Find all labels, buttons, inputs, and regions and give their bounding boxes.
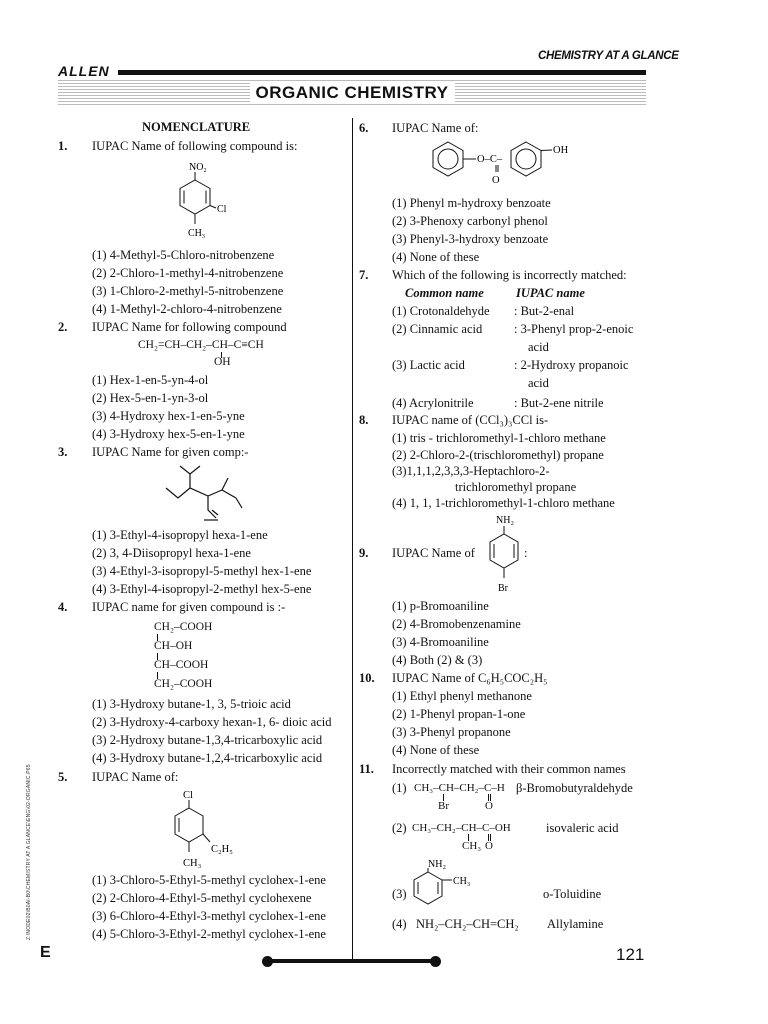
q2-formula: CH₂=CH–CH₂–CH–C≡CH [138, 339, 264, 351]
q6-text: IUPAC Name of: [392, 121, 479, 135]
q1-label-cl: Cl [217, 204, 227, 215]
q11-number: 11. [359, 762, 374, 776]
q3-option[interactable]: (3) 4-Ethyl-3-isopropyl-5-methyl hex-1-ene [92, 564, 312, 578]
q5-option[interactable]: (4) 5-Chloro-3-Ethyl-2-methyl cyclohex-1-ene [92, 927, 326, 941]
q11-option2-ch3: CH₃ [462, 840, 482, 852]
q2-number: 2. [58, 320, 68, 334]
brand-logo: ALLEN [58, 63, 110, 79]
q7-option-iupac: : But-2-ene nitrile [514, 396, 604, 410]
q9-label-br: Br [498, 583, 508, 594]
q2-option[interactable]: (1) Hex-1-en-5-yn-4-ol [92, 373, 209, 387]
q8-option-cont: trichloromethyl propane [455, 480, 577, 494]
q8-option[interactable]: (4) 1, 1, 1-trichloromethyl-1-chloro methane [392, 496, 615, 510]
q7-number: 7. [359, 268, 369, 282]
q7-option[interactable]: (1) Crotonaldehyde [392, 304, 490, 318]
q4-option[interactable]: (2) 3-Hydroxy-4-carboxy hexan-1, 6- dioic acid [92, 715, 332, 729]
q3-option[interactable]: (4) 3-Ethyl-4-isopropyl-2-methyl hex-5-ene [92, 582, 312, 596]
q5-text: IUPAC Name of: [92, 770, 179, 784]
q3-number: 3. [58, 445, 68, 459]
q5-option[interactable]: (3) 6-Chloro-4-Ethyl-3-methyl cyclohex-1-ene [92, 909, 326, 923]
page-number: 121 [616, 945, 645, 964]
q1-option[interactable]: (3) 1-Chloro-2-methyl-5-nitrobenzene [92, 284, 284, 298]
edge-letter: E [40, 944, 51, 961]
q4-text: IUPAC name for given compound is :- [92, 600, 286, 614]
q1-text: IUPAC Name of following compound is: [92, 139, 298, 153]
q5-structure [160, 786, 270, 874]
q10-option[interactable]: (1) Ethyl phenyl methanone [392, 689, 532, 703]
q11-option3-name: o-Toluidine [543, 887, 602, 901]
q11-option-label[interactable]: (3) [392, 887, 407, 901]
q4-struct-line: CH–COOH [154, 659, 209, 671]
q7-option-iupac-cont: acid [528, 340, 549, 354]
q4-option[interactable]: (4) 3-Hydroxy butane-1,2,4-tricarboxylic acid [92, 751, 323, 765]
q1-label-no2: $NO_2$ [189, 162, 207, 174]
q3-text: IUPAC Name for given comp:- [92, 445, 249, 459]
running-header: CHEMISTRY AT A GLANCE [538, 50, 679, 62]
q11-option2-name: isovaleric acid [546, 821, 619, 835]
q4-struct-line: CH₂–COOH [154, 678, 213, 690]
q5-number: 5. [58, 770, 68, 784]
header-rule [118, 70, 646, 75]
page-title: ORGANIC CHEMISTRY [250, 83, 455, 102]
q11-option3-nh2: NH₂ [428, 859, 446, 870]
q10-option[interactable]: (4) None of these [392, 743, 480, 757]
q11-option-label[interactable]: (4) [392, 917, 407, 931]
q6-option[interactable]: (2) 3-Phenoxy carbonyl phenol [392, 214, 548, 228]
q9-option[interactable]: (4) Both (2) & (3) [392, 653, 483, 667]
q7-header-common: Common name [405, 286, 484, 300]
q5-label-c2h5: C₂H₅ [211, 844, 233, 855]
q8-option[interactable]: (1) tris - trichloromethyl-1-chloro methane [392, 431, 606, 445]
q11-option1-name: β-Bromobutyraldehyde [516, 781, 633, 795]
q2-option[interactable]: (2) Hex-5-en-1-yn-3-ol [92, 391, 209, 405]
q11-option2-o: O [485, 840, 493, 852]
q9-structure [480, 512, 540, 598]
q9-colon: : [524, 546, 528, 560]
q1-option[interactable]: (2) 2-Chloro-1-methyl-4-nitrobenzene [92, 266, 284, 280]
q9-number: 9. [359, 546, 369, 560]
q8-number: 8. [359, 413, 369, 427]
q7-option-iupac: : 2-Hydroxy propanoic [514, 358, 629, 372]
q7-option-iupac: : 3-Phenyl prop-2-enoic [514, 322, 634, 336]
title-band [58, 80, 646, 106]
q8-option[interactable]: (3)1,1,1,2,3,3,3-Heptachloro-2- [392, 464, 550, 478]
q11-option1-o: O [485, 800, 493, 812]
q11-option1-br: Br [438, 800, 449, 812]
footer-bar [266, 959, 438, 963]
q5-option[interactable]: (2) 2-Chloro-4-Ethyl-5-methyl cyclohexene [92, 891, 312, 905]
q10-text: IUPAC Name of C₆H₅COC₂H₅ [392, 671, 548, 685]
q4-option[interactable]: (3) 2-Hydroxy butane-1,3,4-tricarboxylic acid [92, 733, 323, 747]
q8-option[interactable]: (2) 2-Chloro-2-(trischloromethyl) propane [392, 448, 604, 462]
q7-option[interactable]: (4) Acrylonitrile [392, 396, 474, 410]
q6-number: 6. [359, 121, 369, 135]
q6-label-oh: OH [553, 145, 569, 156]
q5-label-ch3: CH₃ [183, 858, 202, 869]
q4-number: 4. [58, 600, 68, 614]
q11-option3-structure [404, 856, 494, 912]
q6-option[interactable]: (4) None of these [392, 250, 480, 264]
q6-option[interactable]: (1) Phenyl m-hydroxy benzoate [392, 196, 551, 210]
q10-number: 10. [359, 671, 375, 685]
q6-label-ester: O–C– [477, 154, 503, 165]
q11-option1-formula: CH₃–CH–CH₂–C–H [414, 782, 505, 794]
q3-skeletal-structure [160, 462, 260, 528]
q11-option4-formula: NH₂–CH₂–CH=CH₂ [416, 917, 519, 931]
q7-option-iupac-cont: acid [528, 376, 549, 390]
q6-option[interactable]: (3) Phenyl-3-hydroxy benzoate [392, 232, 549, 246]
q3-option[interactable]: (2) 3, 4-Diisopropyl hexa-1-ene [92, 546, 251, 560]
q1-option[interactable]: (1) 4-Methyl-5-Chloro-nitrobenzene [92, 248, 275, 262]
q2-option[interactable]: (4) 3-Hydroxy hex-5-en-1-yne [92, 427, 245, 441]
q7-option[interactable]: (2) Cinnamic acid [392, 322, 483, 336]
q11-option-label[interactable]: (2) [392, 821, 407, 835]
q7-header-iupac: IUPAC name [516, 286, 585, 300]
q5-option[interactable]: (1) 3-Chloro-5-Ethyl-5-methyl cyclohex-1-ene [92, 873, 326, 887]
q9-option[interactable]: (3) 4-Bromoaniline [392, 635, 489, 649]
file-path-sidebar: Z:\NODE02\B0AI-B0\CHEMISTRY AT A GLANCE\ENG\02-ORGANIC.P65 [26, 764, 32, 940]
q9-text: IUPAC Name of [392, 546, 475, 560]
q2-text: IUPAC Name for following compound [92, 320, 287, 334]
q4-struct-line: CH–OH [154, 640, 193, 652]
q4-struct-line: CH₂–COOH [154, 621, 213, 633]
footer-bar-dot-left [262, 956, 273, 967]
q7-option[interactable]: (3) Lactic acid [392, 358, 465, 372]
q3-option[interactable]: (1) 3-Ethyl-4-isopropyl hexa-1-ene [92, 528, 268, 542]
q10-option[interactable]: (2) 1-Phenyl propan-1-one [392, 707, 526, 721]
section-heading: NOMENCLATURE [142, 120, 251, 134]
q2-oh: OH [214, 356, 231, 368]
q11-option3-ch3: CH₃ [453, 876, 471, 887]
column-divider [352, 118, 353, 960]
q5-label-cl: Cl [183, 790, 193, 801]
q6-structure [428, 138, 588, 194]
q1-structure [160, 160, 270, 244]
q8-text: IUPAC name of (CCl₃)₃CCl is- [392, 413, 549, 427]
q11-option2-formula: CH₃–CH₂–CH–C–OH [412, 822, 511, 834]
q10-option[interactable]: (3) 3-Phenyl propanone [392, 725, 511, 739]
q7-option-iupac: : But-2-enal [514, 304, 575, 318]
q7-text: Which of the following is incorrectly matched: [392, 268, 627, 282]
q6-label-o: O [492, 175, 500, 186]
q9-option[interactable]: (2) 4-Bromobenzenamine [392, 617, 521, 631]
q9-option[interactable]: (1) p-Bromoaniline [392, 599, 489, 613]
q11-option-label[interactable]: (1) [392, 781, 407, 795]
q2-option[interactable]: (3) 4-Hydroxy hex-1-en-5-yne [92, 409, 245, 423]
q1-label-ch3: $CH_3$ [188, 228, 205, 240]
q1-number: 1. [58, 139, 68, 153]
q1-option[interactable]: (4) 1-Methyl-2-chloro-4-nitrobenzene [92, 302, 282, 316]
q11-option4-name: Allylamine [547, 917, 604, 931]
footer-bar-dot-right [430, 956, 441, 967]
q4-option[interactable]: (1) 3-Hydroxy butane-1, 3, 5-trioic acid [92, 697, 291, 711]
q9-label-nh2: NH₂ [496, 515, 514, 526]
q11-text: Incorrectly matched with their common names [392, 762, 626, 776]
